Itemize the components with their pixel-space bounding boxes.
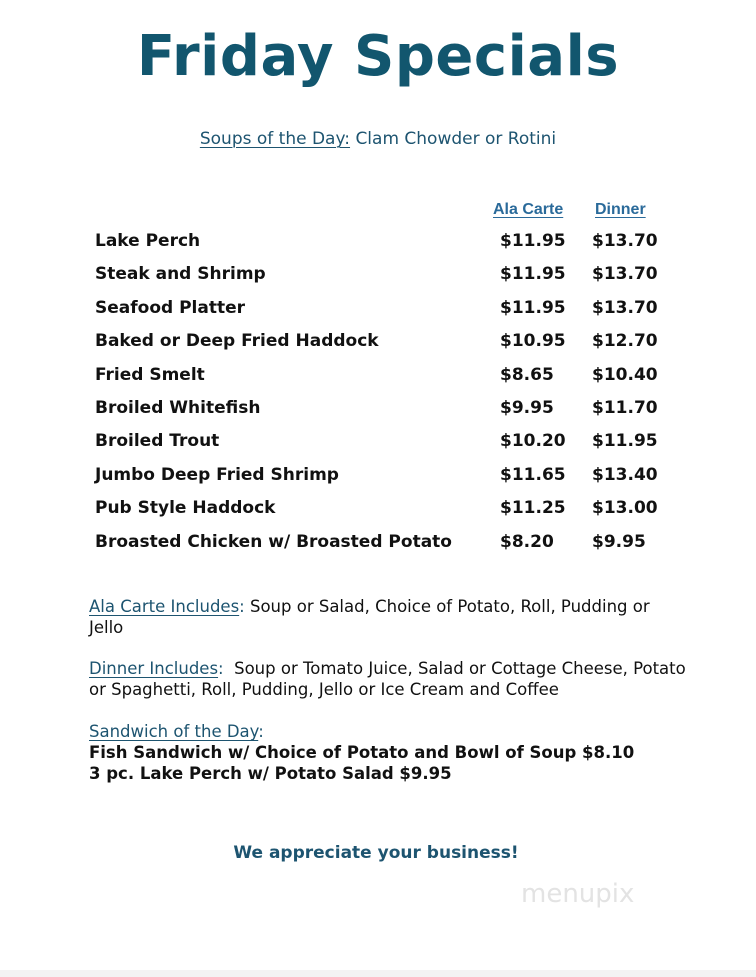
menu-row bbox=[95, 295, 675, 328]
ala-carte-includes-colon: : bbox=[239, 597, 245, 616]
dinner-price: $12.70 bbox=[592, 331, 658, 352]
dinner-price: $13.70 bbox=[592, 264, 658, 285]
menu-item-name: Fried Smelt bbox=[95, 364, 205, 385]
dinner-price: $10.40 bbox=[592, 364, 658, 385]
dinner-includes-colon: : bbox=[218, 659, 224, 678]
ala-carte-price: $10.95 bbox=[500, 331, 566, 352]
ala-carte-price: $11.95 bbox=[500, 297, 566, 318]
column-header-ala-carte: Ala Carte bbox=[493, 201, 564, 218]
page-title: Friday Specials bbox=[136, 24, 620, 89]
dinner-includes-text: Soup or Tomato Juice, Salad or Cottage Cheese, Potato or Spaghetti, Roll, Pudding, Jello or Ice Cream and Coffee bbox=[89, 659, 691, 699]
menu-price-table bbox=[95, 228, 675, 562]
soups-of-the-day bbox=[0, 128, 756, 150]
menupix-watermark: menupix bbox=[521, 879, 635, 909]
ala-carte-price: $9.95 bbox=[500, 397, 554, 418]
dinner-price: $11.95 bbox=[592, 431, 658, 452]
ala-carte-price: $11.65 bbox=[500, 464, 566, 485]
dinner-price: $13.70 bbox=[592, 231, 658, 251]
sandwich-colon: : bbox=[258, 722, 264, 741]
dinner-price: $13.40 bbox=[592, 464, 658, 485]
sandwich-label: Sandwich of the Day bbox=[89, 722, 259, 741]
menu-row bbox=[95, 328, 675, 361]
dinner-price: $13.70 bbox=[592, 297, 658, 318]
menu-item-name: Broiled Whitefish bbox=[95, 397, 261, 418]
dinner-includes-label: Dinner Includes bbox=[89, 659, 219, 678]
menu-row bbox=[95, 495, 675, 528]
ala-carte-includes-text: Soup or Salad, Choice of Potato, Roll, Pudding or Jello bbox=[89, 597, 650, 637]
soups-value: Clam Chowder or Rotini bbox=[355, 129, 557, 149]
dinner-includes bbox=[89, 658, 689, 700]
menu-row bbox=[95, 428, 675, 461]
dinner-price: $9.95 bbox=[592, 531, 646, 552]
menu-row bbox=[95, 261, 675, 294]
dinner-price: $11.70 bbox=[592, 397, 658, 418]
ala-carte-price: $8.20 bbox=[500, 531, 554, 552]
menu-row bbox=[95, 362, 675, 395]
ala-carte-price: $11.95 bbox=[500, 264, 566, 285]
menu-item-name: Baked or Deep Fried Haddock bbox=[95, 331, 379, 352]
menu-row bbox=[95, 228, 675, 261]
sandwich-item: 3 pc. Lake Perch w/ Potato Salad $9.95 bbox=[89, 764, 452, 783]
ala-carte-price: $11.25 bbox=[500, 498, 566, 519]
menu-item-name: Jumbo Deep Fried Shrimp bbox=[95, 464, 339, 485]
menu-item-name: Pub Style Haddock bbox=[95, 498, 276, 519]
sandwich-item: Fish Sandwich w/ Choice of Potato and Bowl of Soup $8.10 bbox=[89, 743, 635, 762]
menu-item-name: Lake Perch bbox=[95, 231, 201, 251]
soups-label: Soups of the Day: bbox=[199, 129, 351, 149]
ala-carte-price: $8.65 bbox=[500, 364, 554, 385]
ala-carte-includes bbox=[89, 596, 689, 638]
menu-row bbox=[95, 529, 675, 562]
menu-row bbox=[95, 462, 675, 495]
page-bottom-edge bbox=[0, 970, 756, 977]
menu-item-name: Seafood Platter bbox=[95, 297, 246, 318]
menu-item-name: Broiled Trout bbox=[95, 431, 220, 452]
sandwich-of-the-day bbox=[89, 721, 689, 784]
ala-carte-includes-label: Ala Carte Includes bbox=[89, 597, 240, 616]
thank-you-message: We appreciate your business! bbox=[233, 843, 519, 863]
ala-carte-price: $10.20 bbox=[500, 431, 566, 452]
dinner-price: $13.00 bbox=[592, 498, 658, 519]
ala-carte-price: $11.95 bbox=[500, 231, 566, 251]
column-header-dinner: Dinner bbox=[595, 201, 646, 218]
menu-item-name: Broasted Chicken w/ Broasted Potato bbox=[95, 531, 452, 552]
menu-item-name: Steak and Shrimp bbox=[95, 264, 266, 285]
menu-row bbox=[95, 395, 675, 428]
